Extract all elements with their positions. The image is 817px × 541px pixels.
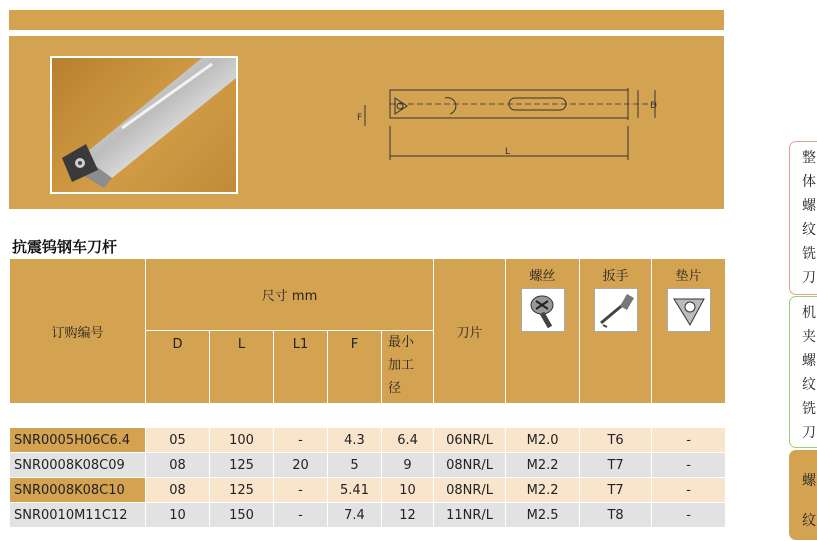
cell-code: SNR0008K08C10: [10, 478, 146, 503]
sidebar-tab-char: 螺: [802, 353, 816, 369]
cell-d: 08: [146, 453, 210, 478]
cell-wrench: T8: [580, 503, 652, 528]
cell-screw: M2.2: [506, 453, 580, 478]
cell-l: 100: [210, 428, 274, 453]
cell-insert: 06NR/L: [434, 428, 506, 453]
sidebar-tab-char: 机: [802, 305, 816, 321]
cell-l1: -: [274, 428, 328, 453]
header-screw: [506, 259, 580, 404]
cell-wrench: T7: [580, 478, 652, 503]
cell-f: 5: [328, 453, 382, 478]
dim-f-label: F: [357, 113, 363, 123]
shim-icon: [667, 288, 711, 332]
cell-code: SNR0008K08C09: [10, 453, 146, 478]
sidebar-tab-char: 刀: [802, 270, 816, 286]
technical-drawing: [355, 80, 665, 170]
cell-l1: -: [274, 478, 328, 503]
header-screw-label: 螺丝: [529, 269, 556, 284]
cell-shim: -: [652, 453, 726, 478]
header-insert: 刀片: [434, 259, 506, 404]
header-size: 尺寸 mm: [146, 259, 434, 331]
header-f: F: [328, 331, 382, 404]
sidebar-tab-indexable-thread-mill[interactable]: [789, 296, 817, 448]
sidebar-tab-thread[interactable]: [789, 450, 817, 540]
sidebar-tab-char: 螺: [802, 473, 816, 489]
sidebar-tab-char: 铣: [802, 401, 816, 417]
cell-insert: 11NR/L: [434, 503, 506, 528]
header-min-bore: [382, 331, 434, 404]
header-min-bore-line: 最小: [388, 335, 415, 350]
cell-code: SNR0010M11C12: [10, 503, 146, 528]
cell-screw: M2.2: [506, 478, 580, 503]
cell-l1: -: [274, 503, 328, 528]
product-photo: [50, 56, 238, 194]
sidebar-tab-char: 纹: [802, 377, 816, 393]
cell-l1: 20: [274, 453, 328, 478]
cell-shim: -: [652, 428, 726, 453]
spec-table: [9, 258, 726, 528]
header-min-bore-line: 径: [388, 381, 402, 396]
wrench-icon: [594, 288, 638, 332]
top-banner: [9, 10, 724, 30]
sidebar-tab-char: 刀: [802, 425, 816, 441]
table-spacer: [10, 404, 726, 428]
cell-min-bore: 12: [382, 503, 434, 528]
cell-insert: 08NR/L: [434, 453, 506, 478]
dim-d-label: D: [650, 101, 657, 111]
cell-insert: 08NR/L: [434, 478, 506, 503]
cell-wrench: T7: [580, 453, 652, 478]
sidebar-tab-char: 螺: [802, 198, 816, 214]
cell-f: 7.4: [328, 503, 382, 528]
sidebar-tab-char: 夹: [802, 329, 816, 345]
cell-min-bore: 6.4: [382, 428, 434, 453]
sidebar-tab-solid-thread-mill[interactable]: [789, 141, 817, 295]
cell-l: 150: [210, 503, 274, 528]
table-row: [10, 503, 726, 528]
header-min-bore-line: 加工: [388, 358, 415, 373]
cell-min-bore: 9: [382, 453, 434, 478]
table-row: [10, 478, 726, 503]
header-wrench-label: 扳手: [602, 269, 629, 284]
cell-f: 5.41: [328, 478, 382, 503]
cell-screw: M2.0: [506, 428, 580, 453]
header-shim: [652, 259, 726, 404]
dim-l-label: L: [505, 147, 511, 157]
cell-code: SNR0005H06C6.4: [10, 428, 146, 453]
table-row: [10, 453, 726, 478]
cell-wrench: T6: [580, 428, 652, 453]
header-l: L: [210, 331, 274, 404]
header-d: D: [146, 331, 210, 404]
cell-screw: M2.5: [506, 503, 580, 528]
header-shim-label: 垫片: [675, 269, 702, 284]
header-wrench: [580, 259, 652, 404]
cell-d: 05: [146, 428, 210, 453]
screw-icon: [521, 288, 565, 332]
cell-d: 10: [146, 503, 210, 528]
cell-min-bore: 10: [382, 478, 434, 503]
cell-shim: -: [652, 478, 726, 503]
cell-d: 08: [146, 478, 210, 503]
cell-l: 125: [210, 478, 274, 503]
section-title: 抗震钨钢车刀杆: [12, 238, 118, 256]
sidebar-tab-char: 铣: [802, 246, 816, 262]
table-row: [10, 428, 726, 453]
cell-shim: -: [652, 503, 726, 528]
sidebar-tab-char: 纹: [802, 222, 816, 238]
cell-f: 4.3: [328, 428, 382, 453]
header-order-code: 订购编号: [10, 259, 146, 404]
sidebar-tab-char: 纹: [802, 513, 816, 529]
sidebar-tab-char: 体: [802, 174, 816, 190]
header-l1: L1: [274, 331, 328, 404]
sidebar-tab-char: 整: [802, 150, 816, 166]
cell-l: 125: [210, 453, 274, 478]
